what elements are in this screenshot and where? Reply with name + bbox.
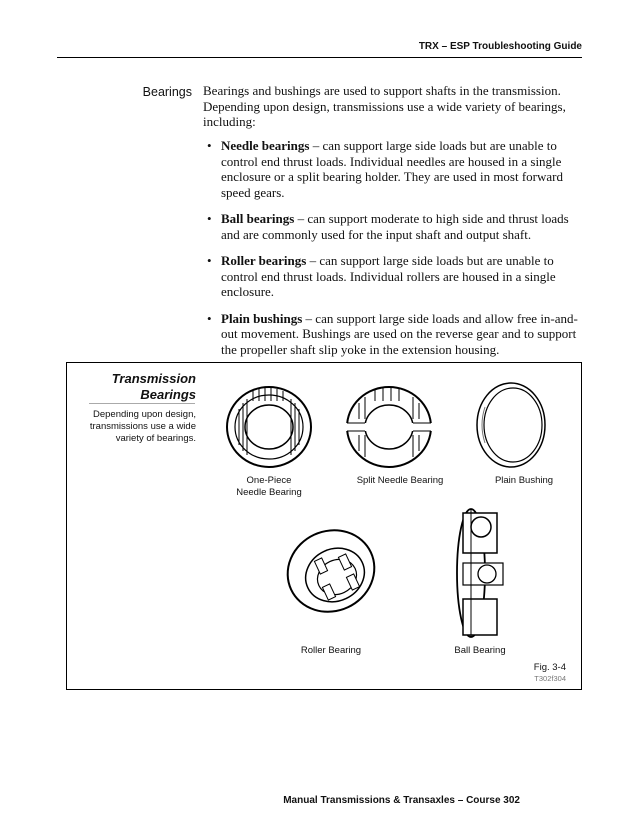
intro-paragraph: Bearings and bushings are used to support shafts in the transmission. Depending upon design, transmissions use a wide variety of bearings, including: <box>203 83 566 129</box>
ball-bearing-label: Ball Bearing <box>454 645 506 656</box>
list-item: • Ball bearings – can support moderate to high side and thrust loads and are commonly used for the input shaft and output shaft. <box>207 211 569 242</box>
bullet-text: – can support large side loads but are unable to control end thrust loads. Individual rollers are housed in a single enclosure. <box>221 253 556 299</box>
section-label: Bearings <box>142 85 192 99</box>
figure-code: T302f304 <box>534 674 566 683</box>
plain-bushing-label: Plain Bushing <box>494 475 554 486</box>
running-header: TRX – ESP Troubleshooting Guide <box>418 41 582 52</box>
list-item: • Needle bearings – can support large side loads but are unable to control end thrust loads. Individual needles are housed in a single enclosure or a split bearing holder. They are used in most forward speed gears. <box>207 138 563 200</box>
header-rule <box>57 57 582 58</box>
roller-bearing-illustration <box>281 521 381 621</box>
running-footer: Manual Transmissions & Transaxles – Course 302 <box>283 795 520 806</box>
bullet-text: – can support large side loads and allow free in-and-out movement. Bushings are used on the reverse gear and to support the propeller shaft slip yoke in the extension housing. <box>221 310 578 357</box>
split-needle-bearing-label: Split Needle Bearing <box>356 475 444 486</box>
bullet-text: – can support large side loads but are unable to control end thrust loads. Individual needles are housed in a single enclosure or a split bearing holder. They are used in most forward speed gears. <box>221 138 563 200</box>
ball-bearing-illustration <box>451 503 511 643</box>
roller-bearing-label: Roller Bearing <box>300 645 362 656</box>
list-item: • Plain bushings – can support large side loads and allow free in-and-out movement. Bushings are used on the reverse gear and to support the propeller shaft slip yoke in the extension housing. <box>207 310 578 357</box>
figure-caption: Depending upon design, transmissions use a wide variety of bearings. <box>89 409 196 444</box>
bullet-term: Needle bearings <box>221 138 310 153</box>
plain-bushing-illustration <box>471 377 551 473</box>
bullet-text: – can support moderate to high side and thrust loads and are commonly used for the input shaft and output shaft. <box>221 211 569 242</box>
figure-box <box>66 362 582 690</box>
one-piece-needle-bearing-label: One-Piece Needle Bearing <box>236 475 302 498</box>
bullet-term: Ball bearings <box>221 211 295 226</box>
list-item: • Roller bearings – can support large side loads but are unable to control end thrust loads. Individual rollers are housed in a single enclosure. <box>207 253 556 299</box>
bearing-types-list <box>205 138 583 368</box>
bullet-term: Roller bearings <box>221 253 307 268</box>
one-piece-needle-bearing-illustration <box>219 379 319 475</box>
figure-title-rule <box>89 403 195 404</box>
figure-number: Fig. 3-4 <box>533 662 566 673</box>
split-needle-bearing-illustration <box>339 379 439 475</box>
figure-title: Transmission Bearings <box>111 371 196 402</box>
bullet-term: Plain bushings <box>221 310 303 326</box>
